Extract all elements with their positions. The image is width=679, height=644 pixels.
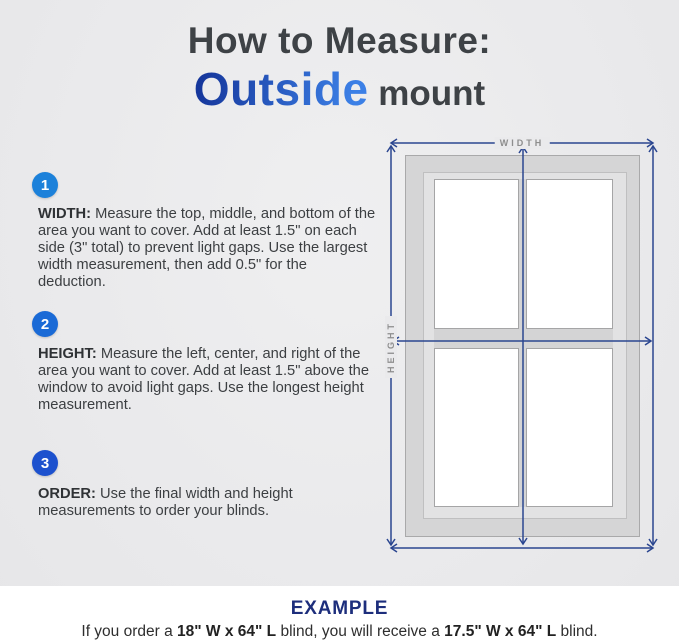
step-1-number: 1 xyxy=(40,176,50,194)
width-dimension-label: WIDTH xyxy=(495,137,550,149)
example-sentence xyxy=(0,623,679,641)
step-3-body: Use the final width and height measurements to order your blinds. xyxy=(38,486,293,519)
window-pane-bottom-left xyxy=(434,348,519,507)
example-middle: blind, you will receive a xyxy=(276,623,445,640)
example-suffix: blind. xyxy=(556,623,598,640)
page-title xyxy=(0,20,679,115)
step-3-label: ORDER: xyxy=(38,486,96,502)
step-2-badge xyxy=(32,311,58,337)
title-line-1: How to Measure: xyxy=(187,20,492,61)
step-1-body: Measure the top, middle, and bottom of the area you want to cover. Add at least 1.5" on each side (3" total) to prevent light gaps. Use the largest width measurement, then add 0.5" for the deduction. xyxy=(38,206,376,290)
example-received-size: 17.5" W x 64" L xyxy=(444,623,557,640)
window-pane-bottom-right xyxy=(526,348,613,507)
step-3-badge xyxy=(32,450,58,476)
step-2-number: 2 xyxy=(40,315,50,333)
title-mount: mount xyxy=(368,74,486,113)
example-footer xyxy=(0,586,679,644)
step-2-text xyxy=(38,346,376,414)
step-3-number: 3 xyxy=(40,454,50,472)
example-heading: EXAMPLE xyxy=(290,598,389,619)
window-pane-top-left xyxy=(434,179,519,329)
title-accent-outside: Outside xyxy=(193,63,369,115)
height-dimension-label: HEIGHT xyxy=(385,316,397,378)
window-pane-top-right xyxy=(526,179,613,329)
step-1-badge xyxy=(32,172,58,198)
step-1-label: WIDTH: xyxy=(38,206,92,222)
title-line-2 xyxy=(0,63,679,115)
step-2-body: Measure the left, center, and right of the area you want to cover. Add at least 1.5" above the window to avoid light gaps. Use the longest height measurement. xyxy=(38,346,370,413)
step-3-text xyxy=(38,486,376,520)
step-1-text xyxy=(38,206,376,291)
example-ordered-size: 18" W x 64" L xyxy=(177,623,277,640)
window-measurement-diagram xyxy=(380,130,670,570)
window-sash-bar xyxy=(434,329,613,348)
step-2-label: HEIGHT: xyxy=(38,346,97,362)
example-prefix: If you order a xyxy=(81,623,178,640)
